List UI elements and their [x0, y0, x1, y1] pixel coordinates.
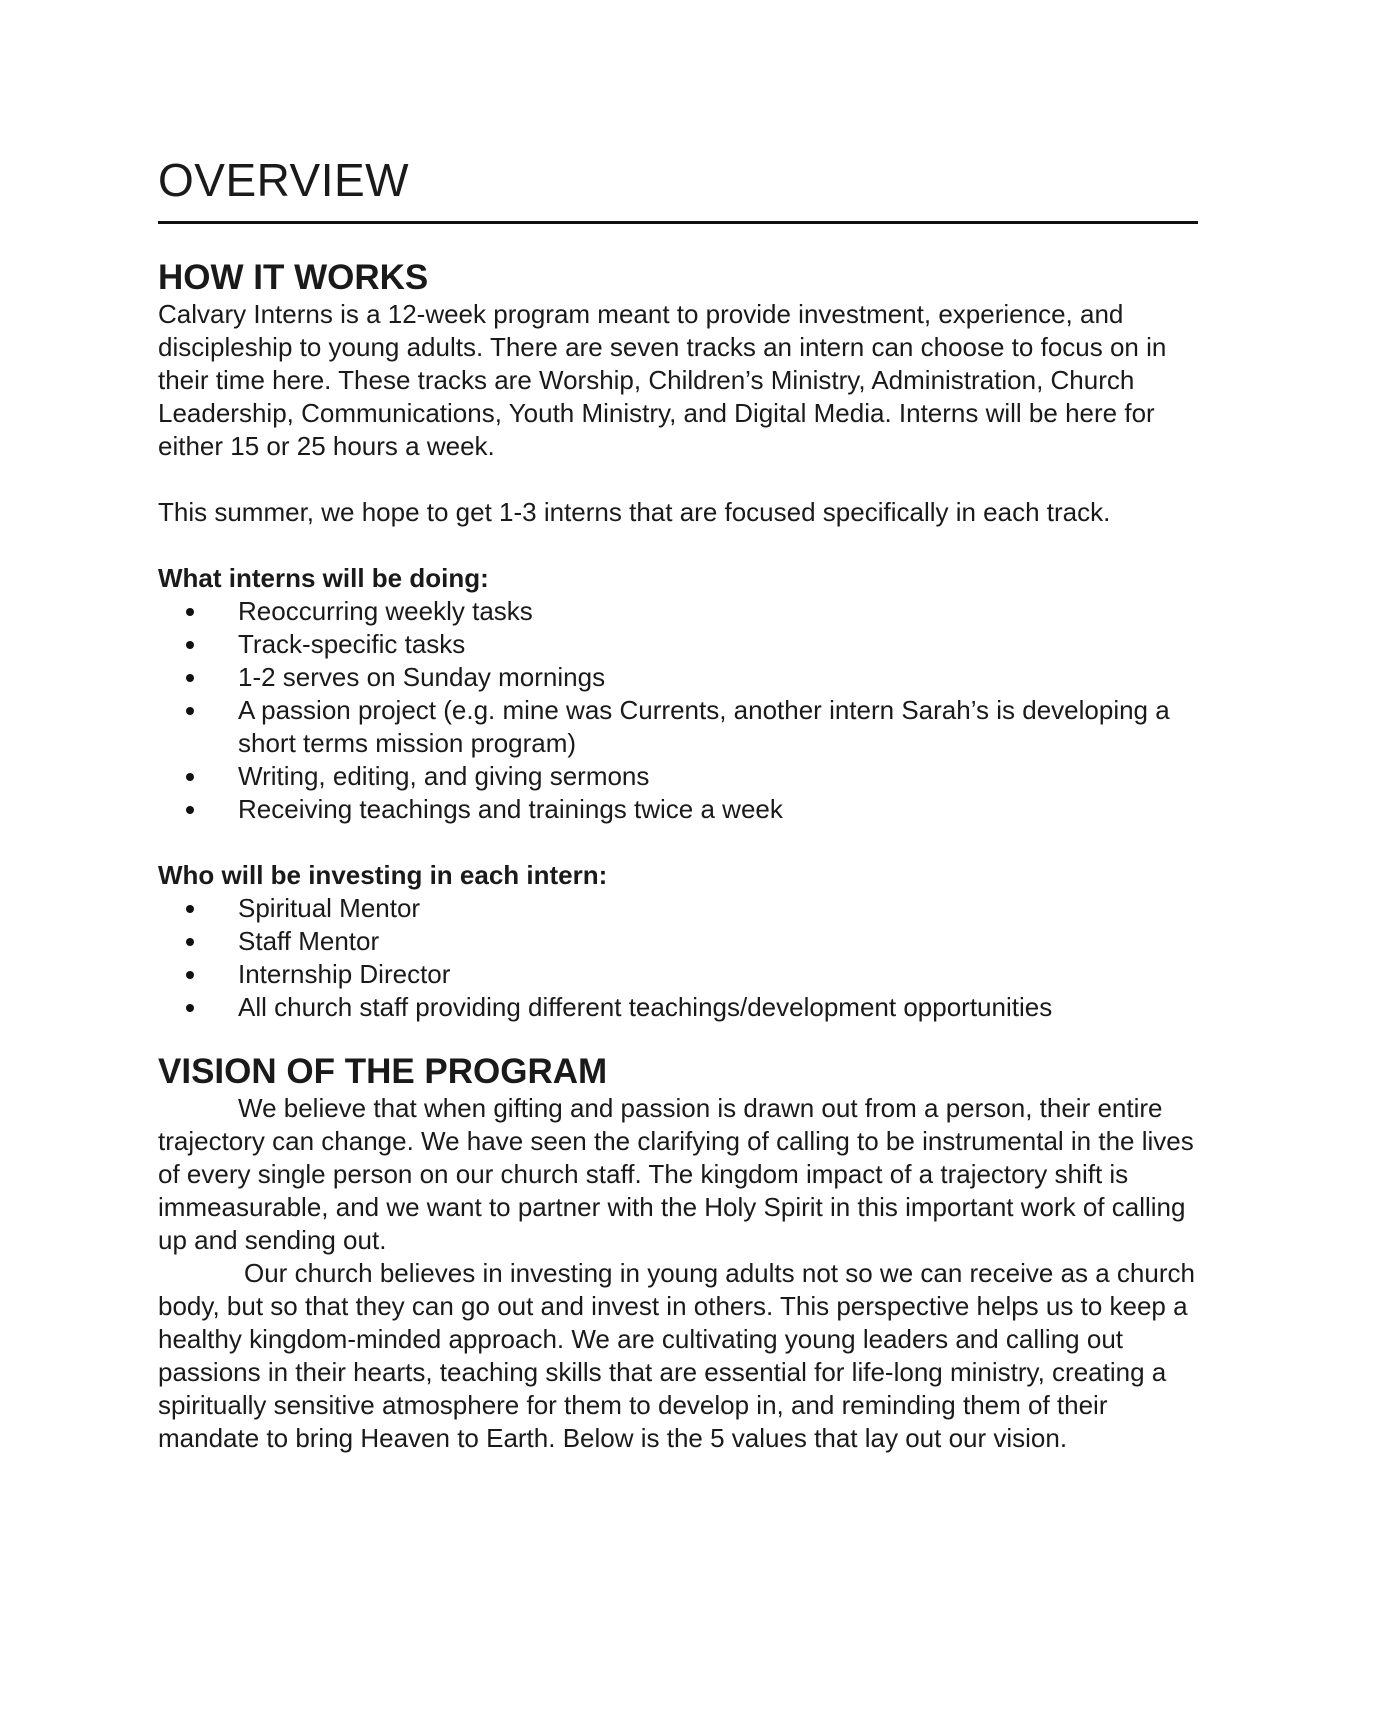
list-item-text: A passion project (e.g. mine was Currents, another intern Sarah’s is developing a short terms mission program): [238, 695, 1170, 758]
bullet-icon: [186, 938, 194, 946]
list-item-text: Writing, editing, and giving sermons: [238, 761, 650, 791]
bullet-icon: [186, 707, 194, 715]
bullet-icon: [186, 674, 194, 682]
list-item-text: Spiritual Mentor: [238, 893, 421, 923]
list-item: [158, 958, 1198, 991]
document-page: [158, 150, 1198, 1455]
bullet-icon: [186, 971, 194, 979]
list-item-text: Staff Mentor: [238, 926, 380, 956]
vision-heading: VISION OF THE PROGRAM: [158, 1052, 608, 1091]
list-item: [158, 595, 1198, 628]
list-item-text: All church staff providing different teachings/development opportunities: [238, 992, 1053, 1022]
bullet-icon: [186, 641, 194, 649]
spacer: [158, 529, 1198, 562]
list-item-text: Internship Director: [238, 959, 451, 989]
doing-list-label: What interns will be doing:: [158, 563, 489, 593]
bullet-icon: [186, 806, 194, 814]
bullet-icon: [186, 608, 194, 616]
title-divider: [158, 221, 1198, 224]
how-it-works-paragraph-1: Calvary Interns is a 12-week program meant to provide investment, experience, and discipleship to young adults. There are seven tracks an intern can choose to focus on in their time here. These tracks are Worship, Children’s Ministry, Administration, Church Leadership, Communications, Youth Ministry, and Digital Media. Interns will be here for either 15 or 25 hours a week.: [158, 299, 1167, 461]
list-item: [158, 925, 1198, 958]
vision-paragraph-2: Our church believes in investing in young adults not so we can receive as a church body, but so that they can go out and invest in others. This perspective helps us to keep a healthy kingdom-minded approach. We are cultivating young leaders and calling out passions in their hearts, teaching skills that are essential for life-long ministry, creating a spiritually sensitive atmosphere for them to develop in, and reminding them of their mandate to bring Heaven to Earth. Below is the 5 values that lay out our vision.: [158, 1258, 1195, 1453]
how-it-works-heading: HOW IT WORKS: [158, 258, 429, 297]
how-it-works-paragraph-2: This summer, we hope to get 1-3 interns that are focused specifically in each track.: [158, 497, 1111, 527]
doing-list: [158, 595, 1198, 826]
list-item: [158, 661, 1198, 694]
list-item: [158, 628, 1198, 661]
investing-list-label: Who will be investing in each intern:: [158, 860, 608, 890]
vision-paragraph-1: We believe that when gifting and passion is drawn out from a person, their entire trajectory can change. We have seen the clarifying of calling to be instrumental in the lives of every single person on our church staff. The kingdom impact of a trajectory shift is immeasurable, and we want to partner with the Holy Spirit in this important work of calling up and sending out.: [158, 1093, 1194, 1255]
list-item-text: Receiving teachings and trainings twice a week: [238, 794, 783, 824]
list-item-text: Track-specific tasks: [238, 629, 466, 659]
list-item: [158, 760, 1198, 793]
spacer: [158, 463, 1198, 496]
list-item: [158, 694, 1198, 760]
list-item: [158, 991, 1198, 1024]
spacer: [158, 826, 1198, 859]
list-item: [158, 793, 1198, 826]
bullet-icon: [186, 905, 194, 913]
bullet-icon: [186, 1004, 194, 1012]
list-item-text: Reoccurring weekly tasks: [238, 596, 533, 626]
vision-section: [158, 1052, 1198, 1455]
how-it-works-section: [158, 258, 1198, 1024]
page-title: OVERVIEW: [158, 154, 410, 206]
list-item: [158, 892, 1198, 925]
investing-list: [158, 892, 1198, 1024]
bullet-icon: [186, 773, 194, 781]
list-item-text: 1-2 serves on Sunday mornings: [238, 662, 606, 692]
